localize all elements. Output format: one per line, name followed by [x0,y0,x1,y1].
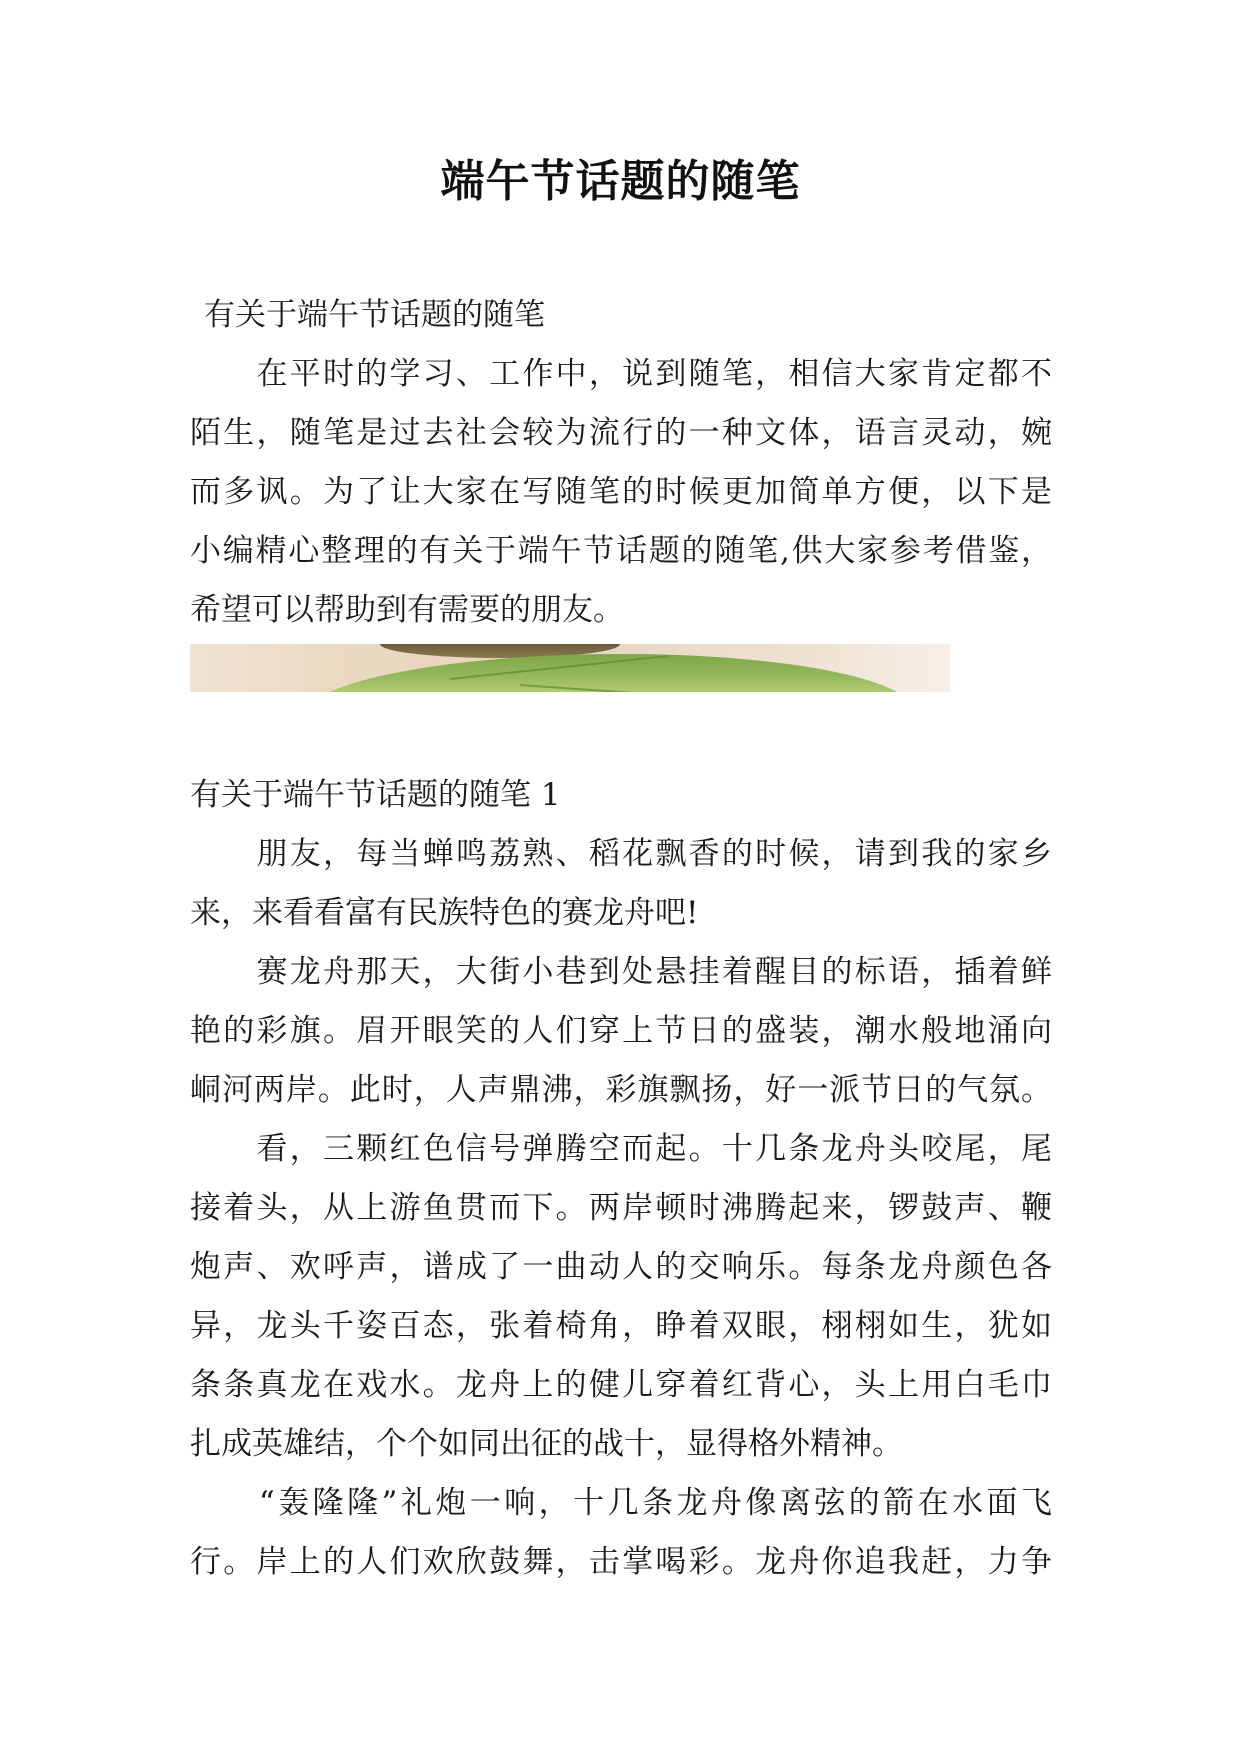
spacer [190,692,1052,766]
section-text-line: 条条真龙在戏水。龙舟上的健儿穿着红背心，头上用白毛巾 [190,1367,1052,1403]
section-text-line: 峒河两岸。此时，人声鼎沸，彩旗飘扬，好一派节日的气氛。 [190,1072,1052,1108]
intro-text-line: 希望可以帮助到有需要的朋友。 [190,592,624,628]
zongzi-image-strip [190,644,950,692]
section-text-line: 异，龙头千姿百态，张着椅角，睁着双眼，栩栩如生，犹如 [190,1308,1052,1344]
intro-text-line: 在平时的学习、工作中，说到随笔，相信大家肯定都不 [190,356,1052,392]
section-text-line: “轰隆隆”礼炮一响，十几条龙舟像离弦的箭在水面飞 [190,1485,1052,1521]
section-text-line: 来，来看看富有民族特色的赛龙舟吧! [190,895,699,931]
document-title: 端午节话题的随笔 [440,156,801,207]
intro-heading: 有关于端午节话题的随笔 [204,297,545,333]
section-text-line: 艳的彩旗。眉开眼笑的人们穿上节日的盛装，潮水般地涌向 [190,1013,1052,1049]
section-text-line: 赛龙舟那天，大街小巷到处悬挂着醒目的标语，插着鲜 [190,954,1052,990]
section-text-line: 行。岸上的人们欢欣鼓舞，击掌喝彩。龙舟你追我赶，力争 [190,1544,1052,1580]
intro-text-line: 小编精心整理的有关于端午节话题的随笔,供大家参考借鉴， [190,533,1052,569]
document-body [190,286,1052,1592]
section-text-line: 炮声、欢呼声，谱成了一曲动人的交响乐。每条龙舟颜色各 [190,1249,1052,1285]
section-paragraphs [190,825,1052,1592]
section-text-line: 扎成英雄结，个个如同出征的战十，显得格外精神。 [190,1426,903,1462]
section-heading: 有关于端午节话题的随笔 1 [190,777,561,813]
section-text-line: 看，三颗红色信号弹腾空而起。十几条龙舟头咬尾，尾 [190,1131,1052,1167]
section-text-line: 朋友，每当蝉鸣荔熟、稻花飘香的时候，请到我的家乡 [190,836,1052,872]
intro-paragraph [190,345,1052,640]
intro-text-line: 陌生，随笔是过去社会较为流行的一种文体，语言灵动，婉 [190,415,1052,451]
intro-text-line: 而多讽。为了让大家在写随笔的时候更加简单方便，以下是 [190,474,1052,510]
section-text-line: 接着头，从上游鱼贯而下。两岸顿时沸腾起来，锣鼓声、鞭 [190,1190,1052,1226]
